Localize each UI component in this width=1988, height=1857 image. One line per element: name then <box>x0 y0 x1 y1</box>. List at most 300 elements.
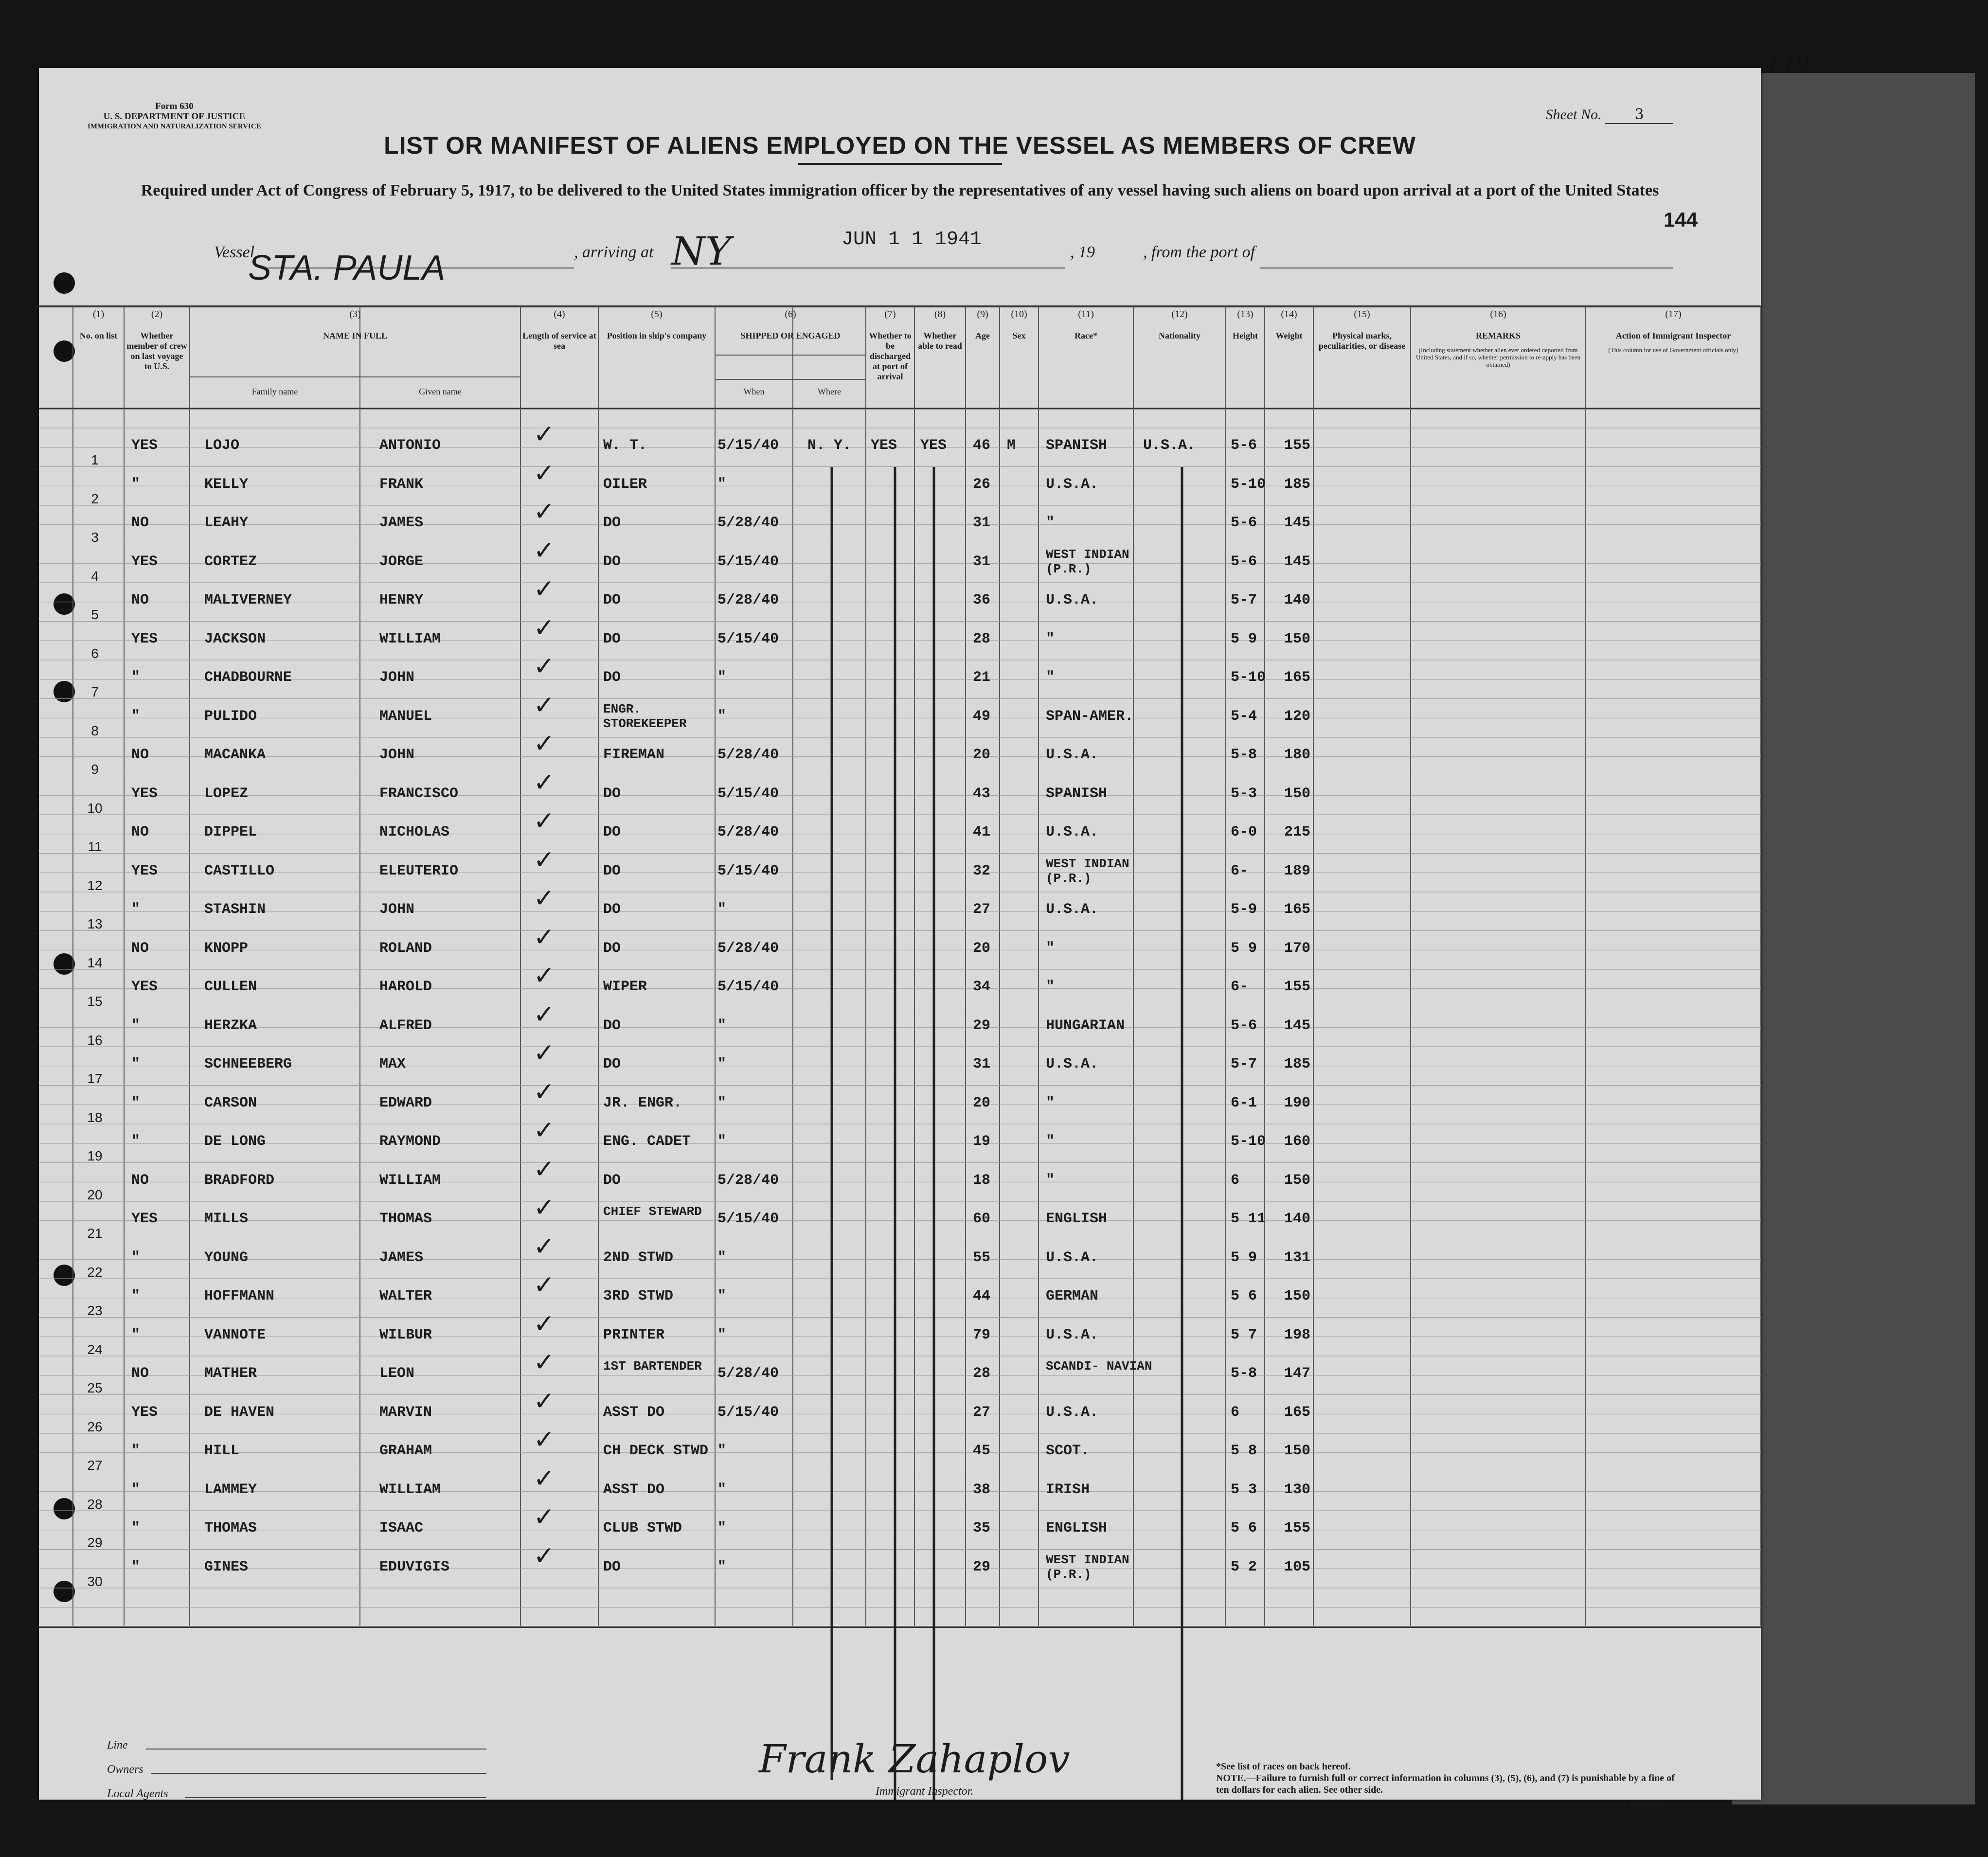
cell-prev: " <box>131 1443 141 1459</box>
cell-when: 5/28/40 <box>717 1172 779 1189</box>
check-mark: ✓ <box>535 883 553 916</box>
cell-race: ENGLISH <box>1046 1211 1108 1227</box>
sheet-value: 3 <box>1605 106 1673 124</box>
cell-wt: 145 <box>1284 553 1311 570</box>
cell-ht: 5 11 <box>1231 1211 1266 1227</box>
cell-when: " <box>717 1056 727 1072</box>
department-name: U. S. DEPARTMENT OF JUSTICE <box>103 111 246 122</box>
cell-race: WEST INDIAN (P.R.) <box>1046 856 1129 886</box>
cell-pos: PRINTER <box>603 1326 665 1343</box>
cell-race: U.S.A. <box>1046 901 1099 918</box>
cell-prev: NO <box>131 515 149 531</box>
cell-pos: DO <box>603 901 621 918</box>
check-mark: ✓ <box>535 961 553 994</box>
cell-prev: NO <box>131 1172 149 1189</box>
cell-when: " <box>717 708 727 725</box>
cell-ht: 6 <box>1231 1404 1240 1421</box>
cell-family: PULIDO <box>204 708 257 725</box>
cell-prev: " <box>131 1094 141 1111</box>
column-header: NAME IN FULL <box>322 331 387 340</box>
cell-wt: 155 <box>1284 1520 1311 1536</box>
cell-prev: " <box>131 1481 141 1498</box>
column-number: (11) <box>1078 309 1094 320</box>
cell-ht: 5-10 <box>1231 1133 1266 1150</box>
cell-wt: 147 <box>1284 1365 1311 1382</box>
check-mark: ✓ <box>535 1540 553 1574</box>
row-number: 20 <box>87 1187 103 1202</box>
row-number: 11 <box>88 839 102 854</box>
column-header: Race* <box>1075 331 1097 340</box>
cell-pos: DO <box>603 515 621 531</box>
column-number: (4) <box>554 309 565 320</box>
cell-race: U.S.A. <box>1046 592 1099 608</box>
cell-ht: 5-6 <box>1231 515 1257 531</box>
cell-when: " <box>717 1326 727 1343</box>
cell-prev: " <box>131 1520 141 1536</box>
column-number: (3) <box>349 309 361 320</box>
cell-ht: 6 <box>1231 1172 1240 1189</box>
cell-when: " <box>717 1558 727 1575</box>
cell-pos: DO <box>603 553 621 570</box>
cell-prev: YES <box>131 979 158 995</box>
column-header: Whether member of crew on last voyage to U.S. <box>126 331 187 371</box>
arrival-port: NY <box>671 229 731 274</box>
cell-given: ROLAND <box>379 940 432 957</box>
cell-prev: NO <box>131 824 149 840</box>
cell-race: " <box>1046 669 1055 686</box>
column-number: (17) <box>1665 309 1682 320</box>
cell-family: MILLS <box>204 1211 249 1227</box>
margin-page-number: 149 <box>1766 51 1810 78</box>
cell-when: " <box>717 901 727 918</box>
column-header: Weight <box>1275 331 1303 340</box>
cell-prev: YES <box>131 862 158 879</box>
row-number: 7 <box>91 684 99 699</box>
column-header: REMARKS <box>1475 331 1521 340</box>
cell-race: WEST INDIAN (P.R.) <box>1046 1552 1129 1582</box>
row-number: 29 <box>87 1535 103 1550</box>
cell-prev: " <box>131 1056 141 1072</box>
column-subheader: Given name <box>419 387 462 396</box>
cell-age: 36 <box>973 592 991 608</box>
cell-wt: 150 <box>1284 1443 1311 1459</box>
row-number: 19 <box>87 1148 103 1163</box>
cell-age: 27 <box>973 901 991 918</box>
cell-family: DE LONG <box>204 1133 266 1150</box>
check-mark: ✓ <box>535 1270 553 1303</box>
cell-age: 29 <box>973 1017 991 1034</box>
cell-age: 45 <box>973 1443 991 1459</box>
inspector-signature: Frank Zahaplov <box>759 1736 1070 1782</box>
cell-when: 5/15/40 <box>717 1211 779 1227</box>
cell-when: " <box>717 1288 727 1304</box>
column-header: Height <box>1233 331 1258 340</box>
cell-race: " <box>1046 515 1055 531</box>
row-number: 15 <box>87 994 103 1009</box>
cell-age: 41 <box>973 824 991 840</box>
cell-ht: 6-1 <box>1231 1094 1257 1111</box>
cell-pos: DO <box>603 669 621 686</box>
cell-given: WILBUR <box>379 1326 432 1343</box>
column-header: No. on list <box>79 331 118 340</box>
row-number: 4 <box>91 568 99 584</box>
cell-family: MATHER <box>204 1365 257 1382</box>
column-header: Action of Immigrant Inspector <box>1615 331 1731 340</box>
cell-read: YES <box>920 437 947 454</box>
row-number: 21 <box>87 1226 103 1241</box>
cell-given: JOHN <box>379 901 415 918</box>
cell-given: LEON <box>379 1365 415 1382</box>
cell-pos: CHIEF STEWARD <box>603 1204 702 1219</box>
cell-family: LEAHY <box>204 515 249 531</box>
cell-ht: 5-7 <box>1231 1056 1257 1072</box>
cell-given: MARVIN <box>379 1404 432 1421</box>
check-mark: ✓ <box>535 729 553 762</box>
cell-prev: YES <box>131 785 158 802</box>
cell-age: 28 <box>973 1365 991 1382</box>
cell-when: 5/15/40 <box>717 979 779 995</box>
inspector-label: Immigrant Inspector. <box>876 1785 974 1798</box>
cell-when: 5/28/40 <box>717 515 779 531</box>
row-number: 5 <box>91 607 99 622</box>
column-header: Age <box>975 331 990 340</box>
cell-given: JOHN <box>379 747 415 763</box>
cell-age: 19 <box>973 1133 991 1150</box>
check-mark: ✓ <box>535 1386 553 1419</box>
cell-family: CULLEN <box>204 979 257 995</box>
line-label: Line <box>107 1739 128 1751</box>
cell-family: LOJO <box>204 437 240 454</box>
cell-wt: 155 <box>1284 979 1311 995</box>
cell-ht: 5 2 <box>1231 1558 1257 1575</box>
form-number: Form 630 <box>155 101 194 111</box>
cell-prev: " <box>131 1326 141 1343</box>
cell-pos: JR. ENGR. <box>603 1094 682 1111</box>
cell-when: 5/28/40 <box>717 824 779 840</box>
local-agents-label: Local Agents <box>107 1787 168 1800</box>
cell-age: 21 <box>973 669 991 686</box>
footer-note <box>1216 1761 1683 1796</box>
arriving-label: , arriving at <box>574 243 654 261</box>
cell-given: EDWARD <box>379 1094 432 1111</box>
cell-family: STASHIN <box>204 901 266 918</box>
column-subheader: Where <box>818 387 841 396</box>
cell-when: " <box>717 1481 727 1498</box>
cell-given: WILLIAM <box>379 1172 441 1189</box>
cell-prev: " <box>131 1558 141 1575</box>
cell-given: WALTER <box>379 1288 432 1304</box>
column-number: (16) <box>1490 309 1506 320</box>
column-number: (12) <box>1171 309 1188 320</box>
check-mark: ✓ <box>535 1231 553 1265</box>
cell-wt: 165 <box>1284 901 1311 918</box>
cell-ht: 6-0 <box>1231 824 1257 840</box>
cell-ht: 5 9 <box>1231 1249 1257 1266</box>
cell-race: IRISH <box>1046 1481 1090 1498</box>
check-mark: ✓ <box>535 1425 553 1458</box>
cell-age: 26 <box>973 476 991 493</box>
row-number: 12 <box>87 877 103 893</box>
cell-wt: 198 <box>1284 1326 1311 1343</box>
cell-wt: 180 <box>1284 747 1311 763</box>
cell-age: 44 <box>973 1288 991 1304</box>
underlying-page <box>1732 73 1975 1804</box>
check-mark: ✓ <box>535 999 553 1033</box>
cell-pos: ASST DO <box>603 1481 665 1498</box>
column-number: (10) <box>1011 309 1027 320</box>
cell-given: ELEUTERIO <box>379 862 459 879</box>
cell-prev: YES <box>131 437 158 454</box>
column-note: (Including statement whether alien ever ordered deported from United States, and if so, whether permission to re-apply has been obtained) <box>1416 346 1580 368</box>
cell-when: 5/15/40 <box>717 553 779 570</box>
cell-when: " <box>717 1443 727 1459</box>
cell-age: 35 <box>973 1520 991 1536</box>
column-number: (15) <box>1354 309 1370 320</box>
cell-race: U.S.A. <box>1046 1326 1099 1343</box>
column-number: (5) <box>651 309 663 320</box>
cell-pos: DO <box>603 862 621 879</box>
page-subtitle: Required under Act of Congress of February 5, 1917, to be delivered to the United States immigration officer by the representatives of any vessel having such aliens on board upon arrival at a port of the United States <box>141 181 1659 199</box>
cell-pos: ASST DO <box>603 1404 665 1421</box>
cell-ht: 5-6 <box>1231 553 1257 570</box>
cell-race: " <box>1046 940 1055 957</box>
cell-wt: 155 <box>1284 437 1311 454</box>
cell-wt: 189 <box>1284 862 1311 879</box>
cell-pos: DO <box>603 1172 621 1189</box>
cell-wt: 145 <box>1284 1017 1311 1034</box>
cell-ht: 5 6 <box>1231 1520 1257 1536</box>
cell-pos: WIPER <box>603 979 647 995</box>
cell-wt: 105 <box>1284 1558 1311 1575</box>
column-number: (6) <box>785 309 796 320</box>
cell-race: U.S.A. <box>1046 824 1099 840</box>
check-mark: ✓ <box>535 1076 553 1110</box>
column-header: Sex <box>1012 331 1026 340</box>
check-mark: ✓ <box>535 806 553 839</box>
cell-ht: 5-7 <box>1231 592 1257 608</box>
cell-ht: 5-10 <box>1231 476 1266 493</box>
row-number: 24 <box>87 1341 103 1357</box>
cell-family: LOPEZ <box>204 785 249 802</box>
cell-ht: 5 7 <box>1231 1326 1257 1343</box>
cell-wt: 185 <box>1284 476 1311 493</box>
cell-age: 29 <box>973 1558 991 1575</box>
cell-family: HILL <box>204 1443 240 1459</box>
cell-given: HAROLD <box>379 979 432 995</box>
cell-wt: 131 <box>1284 1249 1311 1266</box>
cell-ht: 5-8 <box>1231 1365 1257 1382</box>
check-mark: ✓ <box>535 651 553 684</box>
check-mark: ✓ <box>535 574 553 607</box>
cell-ht: 6- <box>1231 862 1249 879</box>
check-mark: ✓ <box>535 922 553 955</box>
cell-ht: 5 6 <box>1231 1288 1257 1304</box>
cell-pos: FIREMAN <box>603 747 665 763</box>
cell-race: ENGLISH <box>1046 1520 1108 1536</box>
cell-race: U.S.A. <box>1046 747 1099 763</box>
row-number: 1 <box>91 452 99 467</box>
cell-given: WILLIAM <box>379 630 441 647</box>
column-header: Length of service at sea <box>522 331 596 351</box>
row-number: 13 <box>87 916 103 931</box>
cell-age: 31 <box>973 515 991 531</box>
row-number: 30 <box>87 1573 103 1589</box>
cell-family: CORTEZ <box>204 553 257 570</box>
cell-age: 20 <box>973 940 991 957</box>
cell-race: U.S.A. <box>1046 1249 1099 1266</box>
cell-ht: 5-8 <box>1231 747 1257 763</box>
cell-pos: DO <box>603 630 621 647</box>
row-number: 16 <box>87 1032 103 1048</box>
cell-prev: " <box>131 476 141 493</box>
cell-wt: 215 <box>1284 824 1311 840</box>
row-number: 17 <box>87 1071 103 1086</box>
check-mark: ✓ <box>535 1038 553 1071</box>
cell-age: 34 <box>973 979 991 995</box>
cell-race: SPANISH <box>1046 437 1108 454</box>
cell-sex: M <box>1007 437 1016 454</box>
check-mark: ✓ <box>535 690 553 723</box>
cell-race: U.S.A. <box>1046 476 1099 493</box>
cell-family: YOUNG <box>204 1249 249 1266</box>
check-mark: ✓ <box>535 844 553 878</box>
column-number: (7) <box>884 309 896 320</box>
cell-wt: 165 <box>1284 1404 1311 1421</box>
cell-wt: 165 <box>1284 669 1311 686</box>
column-subheader: When <box>743 387 765 396</box>
check-mark: ✓ <box>535 612 553 646</box>
cell-given: RAYMOND <box>379 1133 441 1150</box>
column-header: SHIPPED OR ENGAGED <box>740 331 841 340</box>
row-number: 2 <box>91 491 99 506</box>
row-number: 18 <box>87 1109 103 1125</box>
row-number: 25 <box>87 1380 103 1395</box>
cell-nat: U.S.A. <box>1143 437 1196 454</box>
cell-family: SCHNEEBERG <box>204 1056 292 1072</box>
cell-pos: CLUB STWD <box>603 1520 682 1536</box>
cell-ht: 5-4 <box>1231 708 1257 725</box>
cell-ht: 5-6 <box>1231 1017 1257 1034</box>
print-code: 16—19349 <box>1630 1800 1665 1808</box>
page-number: 144 <box>1664 208 1698 231</box>
cell-given: THOMAS <box>379 1211 432 1227</box>
cell-when: 5/15/40 <box>717 1404 779 1421</box>
cell-when: " <box>717 1249 727 1266</box>
cell-family: MALIVERNEY <box>204 592 292 608</box>
check-mark: ✓ <box>535 535 553 569</box>
cell-wt: 190 <box>1284 1094 1311 1111</box>
cell-ht: 5-3 <box>1231 785 1257 802</box>
cell-ht: 5 9 <box>1231 630 1257 647</box>
cell-age: 27 <box>973 1404 991 1421</box>
cell-prev: NO <box>131 592 149 608</box>
cell-family: THOMAS <box>204 1520 257 1536</box>
vessel-name: STA. PAULA <box>248 249 446 287</box>
cell-pos: DO <box>603 785 621 802</box>
cell-age: 32 <box>973 862 991 879</box>
cell-when: 5/15/40 <box>717 630 779 647</box>
cell-family: HERZKA <box>204 1017 257 1034</box>
cell-given: GRAHAM <box>379 1443 432 1459</box>
sheet-label: Sheet No. <box>1545 107 1602 123</box>
cell-family: MACANKA <box>204 747 266 763</box>
cell-given: ANTONIO <box>379 437 441 454</box>
cell-race: U.S.A. <box>1046 1056 1099 1072</box>
cell-race: " <box>1046 1172 1055 1189</box>
cell-pos: CH DECK STWD <box>603 1443 709 1459</box>
vessel-label: Vessel <box>214 243 255 261</box>
cell-age: 28 <box>973 630 991 647</box>
cell-wt: 150 <box>1284 1172 1311 1189</box>
cell-wt: 150 <box>1284 630 1311 647</box>
column-number: (1) <box>92 309 105 320</box>
cell-pos: ENG. CADET <box>603 1133 691 1150</box>
row-number: 8 <box>91 723 99 738</box>
cell-ht: 5 9 <box>1231 940 1257 957</box>
cell-when: 5/15/40 <box>717 785 779 802</box>
check-mark: ✓ <box>535 1115 553 1148</box>
column-header: Nationality <box>1158 331 1200 340</box>
cell-when: 5/28/40 <box>717 747 779 763</box>
cell-when: " <box>717 669 727 686</box>
column-number: (8) <box>934 309 946 320</box>
cell-when: " <box>717 476 727 493</box>
cell-prev: " <box>131 1017 141 1034</box>
check-mark: ✓ <box>535 1308 553 1342</box>
cell-pos: DO <box>603 1017 621 1034</box>
cell-given: EDUVIGIS <box>379 1558 450 1575</box>
cell-given: ALFRED <box>379 1017 432 1034</box>
cell-prev: YES <box>131 1404 158 1421</box>
cell-prev: YES <box>131 630 158 647</box>
column-subheader: Family name <box>251 387 298 396</box>
cell-race: GERMAN <box>1046 1288 1099 1304</box>
cell-wt: 150 <box>1284 785 1311 802</box>
cell-family: KELLY <box>204 476 249 493</box>
cell-wt: 140 <box>1284 592 1311 608</box>
cell-wt: 185 <box>1284 1056 1311 1072</box>
arrival-date-stamp: JUN 1 1 1941 <box>842 229 982 250</box>
cell-wt: 170 <box>1284 940 1311 957</box>
service-name: IMMIGRATION AND NATURALIZATION SERVICE <box>88 123 261 130</box>
column-number: (14) <box>1281 309 1297 320</box>
cell-age: 43 <box>973 785 991 802</box>
cell-when: " <box>717 1094 727 1111</box>
row-number: 26 <box>87 1419 103 1434</box>
cell-when: 5/15/40 <box>717 437 779 454</box>
cell-family: LAMMEY <box>204 1481 257 1498</box>
check-mark: ✓ <box>535 1347 553 1380</box>
manifest-sheet <box>39 68 1761 1808</box>
cell-prev: " <box>131 901 141 918</box>
year-label: , 19 <box>1070 243 1095 261</box>
cell-pos: 1ST BARTENDER <box>603 1359 702 1374</box>
cell-family: CARSON <box>204 1094 257 1111</box>
cell-family: DIPPEL <box>204 824 257 840</box>
cell-ht: 5 3 <box>1231 1481 1257 1498</box>
cell-given: NICHOLAS <box>379 824 450 840</box>
table-grid <box>39 68 1761 1800</box>
cell-given: JAMES <box>379 1249 424 1266</box>
cell-when: 5/28/40 <box>717 592 779 608</box>
cell-prev: " <box>131 708 141 725</box>
cell-family: CHADBOURNE <box>204 669 292 686</box>
cell-family: GINES <box>204 1558 249 1575</box>
cell-prev: " <box>131 669 141 686</box>
cell-wt: 140 <box>1284 1211 1311 1227</box>
cell-pos: OILER <box>603 476 647 493</box>
cell-race: SCANDI- NAVIAN <box>1046 1359 1152 1374</box>
